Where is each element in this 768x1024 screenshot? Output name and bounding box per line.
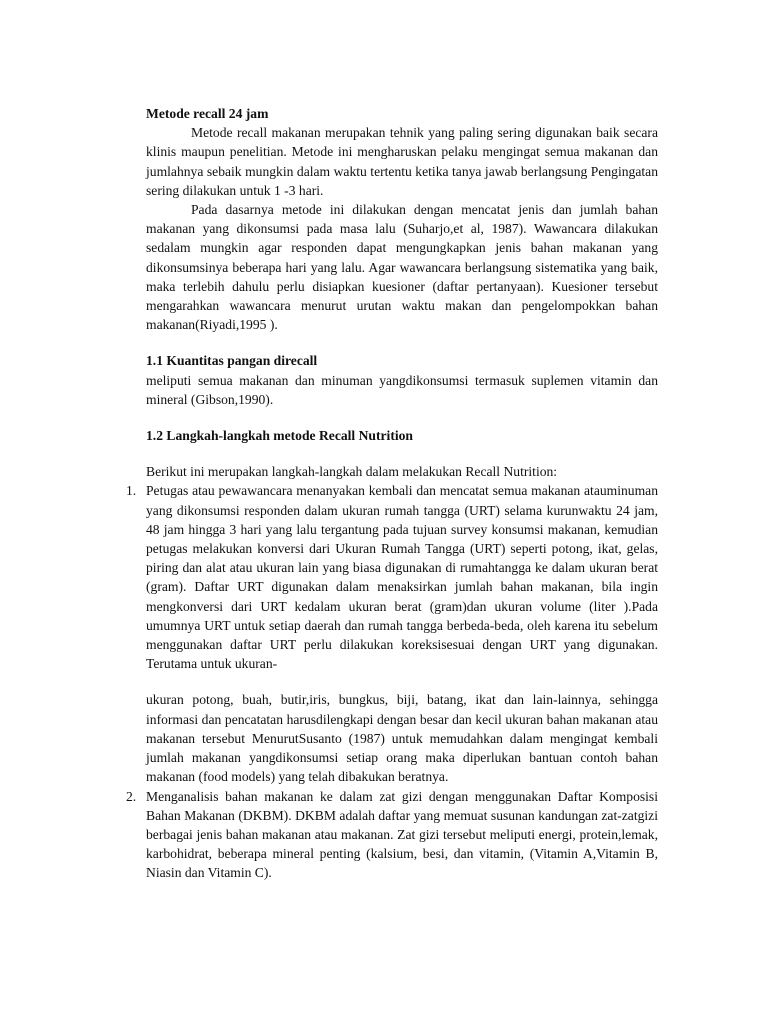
step-text: Menganalisis bahan makanan ke dalam zat gizi dengan menggunakan Daftar Komposisi Bahan Makanan (DKBM). DKBM adalah daftar yang memuat susunan kandungan zat-zatgizi berbagai jenis bahan makanan atau makanan. Zat gizi tersebut meliputi energi, protein,lemak, karbohidrat, beberapa mineral penting (kalsium, besi, dan vitamin, (Vitamin A,Vitamin B, Niasin dan Vitamin C). bbox=[146, 788, 658, 881]
step-number: 2. bbox=[126, 788, 137, 804]
step-continuation: ukuran potong, buah, butir,iris, bungkus, biji, batang, ikat dan lain-lainnya, sehingga informasi dan pencatatan harusdilengkapi dengan besar dan kecil ukuran bahan makanan atau makanan tersebut MenurutSusanto (1987) untuk memudahkan dalam mengingat kembali jumlah makanan yangdikonsumsi setiap orang maka diperlukan bantuan contoh bahan makanan (food models) yang telah dibakukan beratnya. bbox=[146, 692, 658, 785]
list-item bbox=[126, 481, 658, 786]
subsection-1-title: 1.1 Kuantitas pangan direcall bbox=[146, 353, 318, 369]
spacer bbox=[146, 409, 658, 426]
intro-paragraph-1: Metode recall makanan merupakan tehnik yang paling sering digunakan baik secara klinis maupun penelitian. Metode ini mengharuskan pelaku mengingat semua makanan dan jumlahnya sebaik mungkin dalam waktu tertentu ketika tanya jawab berlangsung Pengingatan sering dilakukan untuk 1 -3 hari. bbox=[146, 125, 658, 198]
section-title: Metode recall 24 jam bbox=[146, 106, 269, 121]
list-item bbox=[126, 787, 658, 883]
step-number: 1. bbox=[126, 483, 137, 499]
subsection-2-title: 1.2 Langkah-langkah metode Recall Nutrition bbox=[146, 428, 413, 444]
intro-paragraph-2: Pada dasarnya metode ini dilakukan dengan mencatat jenis dan jumlah bahan makanan yang dikonsumsi pada masa lalu (Suharjo,et al, 1987). Wawancara dilakukan sedalam mungkin agar responden dapat mengungkapkan jenis bahan makanan yang dikonsumsinya beberapa hari yang lalu. Agar wawancara berlangsung sistematika yang baik, maka terlebih dahulu perlu disiapkan kuesioner (daftar pertanyaan). Kuesioner tersebut mengarahkan wawancara menurut urutan waktu makan dan pengelompokkan bahan makanan(Riyadi,1995 ). bbox=[146, 202, 658, 333]
spacer bbox=[146, 673, 658, 690]
document-body bbox=[126, 104, 658, 883]
steps-list bbox=[126, 481, 658, 882]
subsection-1-text: meliputi semua makanan dan minuman yangdikonsumsi termasuk suplemen vitamin dan mineral (Gibson,1990). bbox=[146, 372, 658, 407]
spacer bbox=[146, 445, 658, 462]
subsection-2-intro: Berikut ini merupakan langkah-langkah dalam melakukan Recall Nutrition: bbox=[146, 464, 558, 480]
spacer bbox=[146, 334, 658, 351]
step-text: Petugas atau pewawancara menanyakan kembali dan mencatat semua makanan atauminuman yang dikonsumsi responden dalam ukuran rumah tangga (URT) selama kurunwaktu 24 jam, 48 jam hingga 3 hari yang lalu tergantung pada tujuan survey konsumsi makanan, kemudian petugas melakukan konversi dari Ukuran Rumah Tangga (URT) seperti potong, ikat, gelas, piring dan alat atau ukuran lain yang biasa digunakan di rumahtangga ke dalam ukuran berat (gram). Daftar URT digunakan dalam menaksirkan jumlah bahan makanan, bila ingin mengkonversi dari URT kedalam ukuran berat (gram)dan ukuran volume (liter ).Pada umumnya URT untuk setiap daerah dan rumah tangga berbeda-beda, oleh karena itu sebelum menggunakan daftar URT perlu dilakukan koreksisesuai dengan URT yang digunakan. Terutama untuk ukuran- bbox=[146, 483, 658, 672]
